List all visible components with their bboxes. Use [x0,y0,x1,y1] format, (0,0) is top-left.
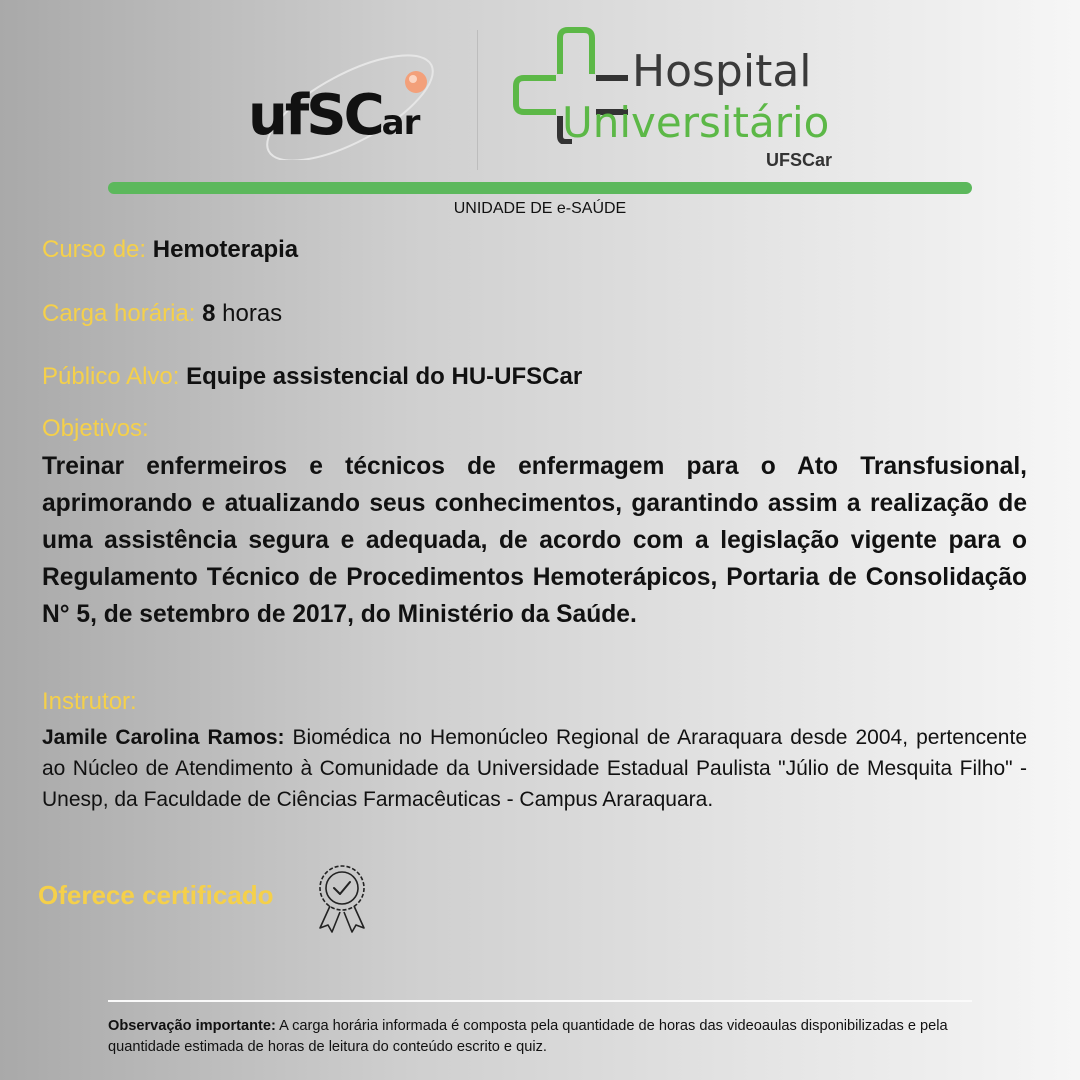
audience-line [42,363,582,392]
course-label: Curso de: [42,236,147,263]
certificate-ribbon-icon [316,862,368,934]
ufscar-logo [240,40,450,160]
audience-label: Público Alvo: [42,363,180,390]
hospital-wordmark: Hospital [632,46,812,97]
header-bar [108,182,972,194]
course-value: Hemoterapia [152,236,299,263]
audience-value: Equipe assistencial do HU-UFSCar [186,363,583,390]
footer-divider [108,1000,972,1002]
course-line [42,236,298,265]
logo-divider [477,30,478,170]
instructor-bio: Biomédica no Hemonúcleo Regional de Araraquara desde 2004, pertencente ao Núcleo de Atendimento à Comunidade da Universidade Estadual Paulista "Júlio de Mesquita Filho" - Unesp, da Faculdade de Ciências Farmacêuticas - Campus Araraquara. [42,726,1027,811]
objectives-text: Treinar enfermeiros e técnicos de enfermagem para o Ato Transfusional, aprimorando e atualizando seus conhecimentos, garantindo assim a realização de uma assistência segura e adequada, de acordo com a legislação vigente para o Regulamento Técnico de Procedimentos Hemoterápicos, Portaria de Consolidação N° 5, de setembro de 2017, do Ministério da Saúde. [42,453,1027,628]
workload-unit: horas [222,300,283,327]
universitario-wordmark: Universitário [562,98,830,147]
unit-label: UNIDADE DE e-SAÚDE [453,200,627,217]
header-logos [0,20,1080,180]
workload-line [42,300,282,329]
instructor-heading: Instrutor: [42,688,137,715]
note-label: Observação importante: [108,1018,276,1034]
ufscar-wordmark: ufSCar [248,83,420,148]
objectives-heading: Objetivos: [42,415,149,442]
note-text: A carga horária informada é composta pela quantidade de horas das videoaulas disponibilizadas e pela quantidade estimada de horas de leitura do conteúdo escrito e quiz. [108,1018,948,1055]
ufscar-label: UFSCar [765,150,832,170]
workload-label: Carga horária: [42,300,196,327]
hospital-universitario-logo [512,24,842,174]
certificate-label: Oferece certificado [38,880,274,910]
footer-note [108,1016,988,1058]
instructor-name: Jamile Carolina Ramos: [42,726,285,749]
workload-value: 8 [202,300,216,327]
instructor-text [42,722,1027,815]
